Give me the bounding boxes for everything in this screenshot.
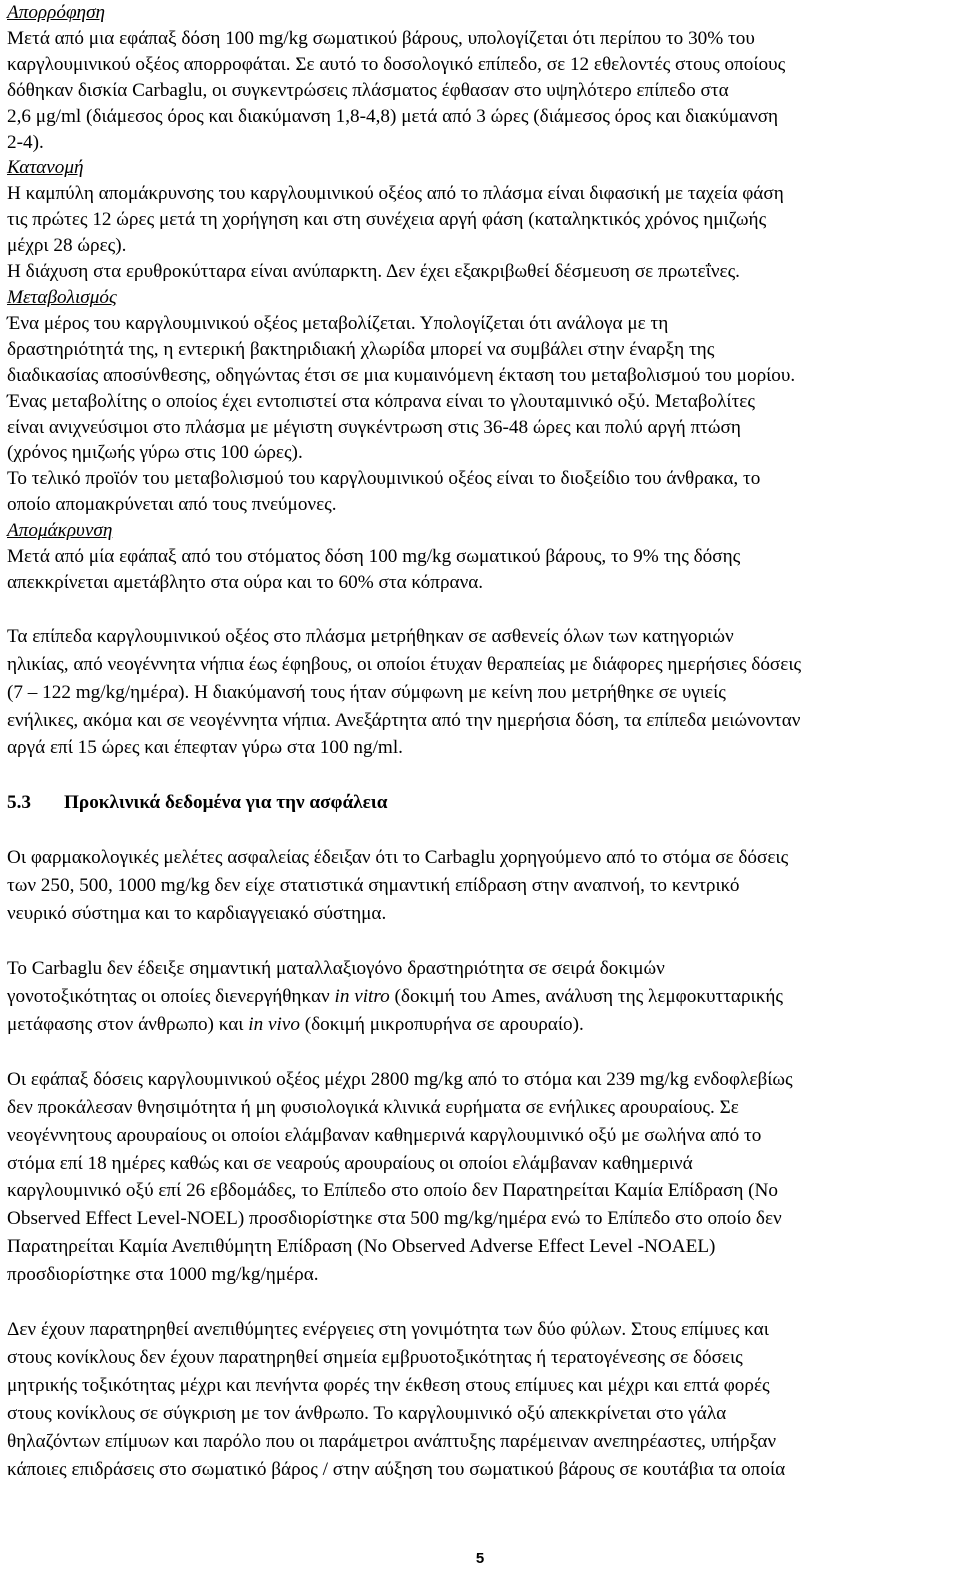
absorption-section	[7, 0, 953, 155]
text-line: στους κονίκλους δεν έχουν παρατηρηθεί σημεία εμβρυοτοξικότητας ή τερατογένεσης σε δόσεις	[7, 1346, 743, 1368]
text-line: καργλουμινικό οξύ επί 26 εβδομάδες, το Επίπεδο στο οποίο δεν Παρατηρείται Καμία Επίδραση (No	[7, 1180, 778, 1202]
text-line: προσδιορίστηκε στα 1000 mg/kg/ημέρα.	[7, 1264, 319, 1286]
text-line: απεκκρίνεται αμετάβλητο στα ούρα και το 60% στα κόπρανα.	[7, 571, 484, 593]
text-line: των 250, 500, 1000 mg/kg δεν είχε στατιστικά σημαντική επίδραση στην αναπνοή, το κεντρικό	[7, 875, 740, 897]
text-line: Ένα μέρος του καργλουμινικού οξέος μεταβολίζεται. Υπολογίζεται ότι ανάλογα με τη	[7, 312, 669, 334]
elimination-section	[7, 518, 953, 596]
text-line: Το Carbaglu δεν έδειξε σημαντική ματαλλαξιογόνο δραστηριότητα σε σειρά δοκιμών	[7, 958, 665, 980]
text-line: Ένας μεταβολίτης ο οποίος έχει εντοπιστεί στα κόπρανα είναι το γλουταμινικό οξύ. Μεταβολίτες	[7, 390, 755, 412]
text-line: διαδικασίας αποσύνθεσης, οδηγώντας έτσι σε μια κυμαινόμενη έκταση του μεταβολισμού του μορίου.	[7, 364, 796, 386]
text-line: ηλικίας, από νεογέννητα νήπια έως έφηβους, οι οποίοι έτυχαν θεραπείας με διάφορες ημερήσιες δόσεις	[7, 653, 802, 675]
distribution-section	[7, 155, 953, 285]
text-line	[7, 983, 953, 1011]
plasma-levels-paragraph	[7, 623, 953, 763]
section-number: 5.3	[7, 792, 31, 814]
text-line: (7 – 122 mg/kg/ημέρα). Η διακύμανσή τους ήταν σύμφωνη με κείνη που μετρήθηκε σε υγιείς	[7, 681, 726, 703]
text-line: κάποιες επιδράσεις στο σωματικό βάρος / στην αύξηση του σωματικού βάρους σε κουτάβια τα οποία	[7, 1458, 786, 1480]
italic-term: in vivo	[248, 1013, 300, 1035]
reproduction-paragraph	[7, 1316, 953, 1483]
text-line: (χρόνος ημιζωής γύρω στις 100 ώρες).	[7, 442, 303, 464]
text-line: Οι εφάπαξ δόσεις καργλουμινικού οξέος μέχρι 2800 mg/kg από το στόμα και 239 mg/kg ενδοφλεβίως	[7, 1068, 793, 1090]
text-run: (δοκιμή του Ames, ανάλυση της λεμφοκυτταρικής	[389, 986, 784, 1007]
pharmacology-paragraph	[7, 844, 953, 928]
text-run: (δοκιμή μικροπυρήνα σε αρουραίο).	[299, 1013, 584, 1035]
text-line: Παρατηρείται Καμία Ανεπιθύμητη Επίδραση (No Observed Adverse Effect Level -NOAEL)	[7, 1236, 716, 1258]
text-line: καργλουμινικού οξέος απορροφάται. Σε αυτό το δοσολογικό επίπεδο, σε 12 εθελοντές στους οποίους	[7, 53, 786, 75]
text-line: δόθηκαν δισκία Carbaglu, οι συγκεντρώσεις πλάσματος έφθασαν στο υψηλότερο επίπεδο στα	[7, 79, 729, 101]
text-line: στους κονίκλους σε σύγκριση με τον άνθρωπο. Το καργλουμινικό οξύ απεκκρίνεται στο γάλα	[7, 1402, 727, 1424]
text-line: αργά επί 15 ώρες και έπεφταν γύρω στα 100 ng/ml.	[7, 737, 403, 759]
document-page	[7, 0, 953, 1484]
text-line: νεογέννητους αρουραίους οι οποίοι ελάμβαναν καθημερινά καργλουμινικό οξύ με σωλήνα από το	[7, 1124, 762, 1146]
text-run: μετάφασης στον άνθρωπο) και	[7, 1013, 249, 1035]
text-line: μέχρι 28 ώρες).	[7, 235, 127, 257]
text-line: δεν προκάλεσαν θνησιμότητα ή μη φυσιολογικά κλινικά ευρήματα σε ενήλικες αρουραίους. Σε	[7, 1096, 739, 1118]
text-line	[7, 1011, 953, 1039]
text-line: Observed Effect Level-NOEL) προσδιορίστηκε στα 500 mg/kg/ημέρα ενώ το Επίπεδο στο οποίο δεν	[7, 1208, 782, 1230]
text-line: 2-4).	[7, 131, 44, 153]
text-line: Η καμπύλη απομάκρυνσης του καργλουμινικού οξέος από το πλάσμα είναι διφασική με ταχεία φάση	[7, 183, 784, 205]
text-line: Η διάχυση στα ερυθροκύτταρα είναι ανύπαρκτη. Δεν έχει εξακριβωθεί δέσμευση σε πρωτεΐνες.	[7, 261, 740, 283]
text-line: Μετά από μία εφάπαξ από του στόματος δόση 100 mg/kg σωματικού βάρους, το 9% της δόσης	[7, 546, 741, 568]
text-line: θηλαζόντων επίμυων και παρόλο που οι παράμετροι ανάπτυξης παρέμειναν ανεπηρέαστες, υπήρξαν	[7, 1430, 777, 1452]
metabolism-heading: Μεταβολισμός	[7, 286, 117, 308]
page-number: 5	[475, 1550, 485, 1567]
metabolism-section	[7, 285, 953, 518]
toxicity-paragraph	[7, 1066, 953, 1289]
text-run: γονοτοξικότητας οι οποίες διενεργήθηκαν	[7, 986, 335, 1007]
text-line: τις πρώτες 12 ώρες μετά τη χορήγηση και στη συνέχεια αργή φάση (καταληκτικός χρόνος ημιζωής	[7, 209, 767, 231]
elimination-heading: Απομάκρυνση	[7, 520, 113, 542]
text-line: Οι φαρμακολογικές μελέτες ασφαλείας έδειξαν ότι το Carbaglu χορηγούμενο από το στόμα σε δόσεις	[7, 847, 789, 869]
text-line: Το τελικό προϊόν του μεταβολισμού του καργλουμινικού οξέος είναι το διοξείδιο του άνθρακα, το	[7, 468, 761, 490]
text-line: Μετά από μια εφάπαξ δόση 100 mg/kg σωματικού βάρους, υπολογίζεται ότι περίπου το 30% του	[7, 27, 755, 49]
italic-term: in vitro	[334, 986, 390, 1007]
text-line: είναι ανιχνεύσιμοι στο πλάσμα με μέγιστη συγκέντρωση στις 36-48 ώρες και πολύ αργή πτώση	[7, 416, 741, 438]
distribution-heading: Κατανομή	[7, 157, 84, 179]
text-line: στόμα επί 18 ημέρες καθώς και σε νεαρούς αρουραίους οι οποίοι ελάμβαναν καθημερινά	[7, 1152, 693, 1174]
section-title: Προκλινικά δεδομένα για την ασφάλεια	[64, 792, 388, 814]
text-line: 2,6 μg/ml (διάμεσος όρος και διακύμανση 1,8-4,8) μετά από 3 ώρες (διάμεσος όρος και διακύμανση	[7, 105, 779, 127]
text-line: μητρικής τοξικότητας μέχρι και πενήντα φορές την έκθεση στους επίμυες και μέχρι και επτά φορές	[7, 1374, 770, 1396]
absorption-heading: Απορρόφηση	[7, 2, 106, 23]
text-line: δραστηριότητά της, η εντερική βακτηριδιακή χλωρίδα μπορεί να συμβάλει στην έναρξη της	[7, 338, 715, 360]
text-line: οποίο απομακρύνεται από τους πνεύμονες.	[7, 494, 337, 516]
section-heading	[7, 789, 953, 817]
text-line: Τα επίπεδα καργλουμινικού οξέος στο πλάσμα μετρήθηκαν σε ασθενείς όλων των κατηγοριών	[7, 625, 734, 647]
text-line: νευρικό σύστημα και το καρδιαγγειακό σύστημα.	[7, 903, 387, 925]
text-line: Δεν έχουν παρατηρηθεί ανεπιθύμητες ενέργειες στη γονιμότητα των δύο φύλων. Στους επίμυες και	[7, 1319, 769, 1341]
text-line: ενήλικες, ακόμα και σε νεογέννητα νήπια. Ανεξάρτητα από την ημερήσια δόση, τα επίπεδα μειώνονταν	[7, 709, 801, 731]
mutagenic-paragraph	[7, 955, 953, 1039]
